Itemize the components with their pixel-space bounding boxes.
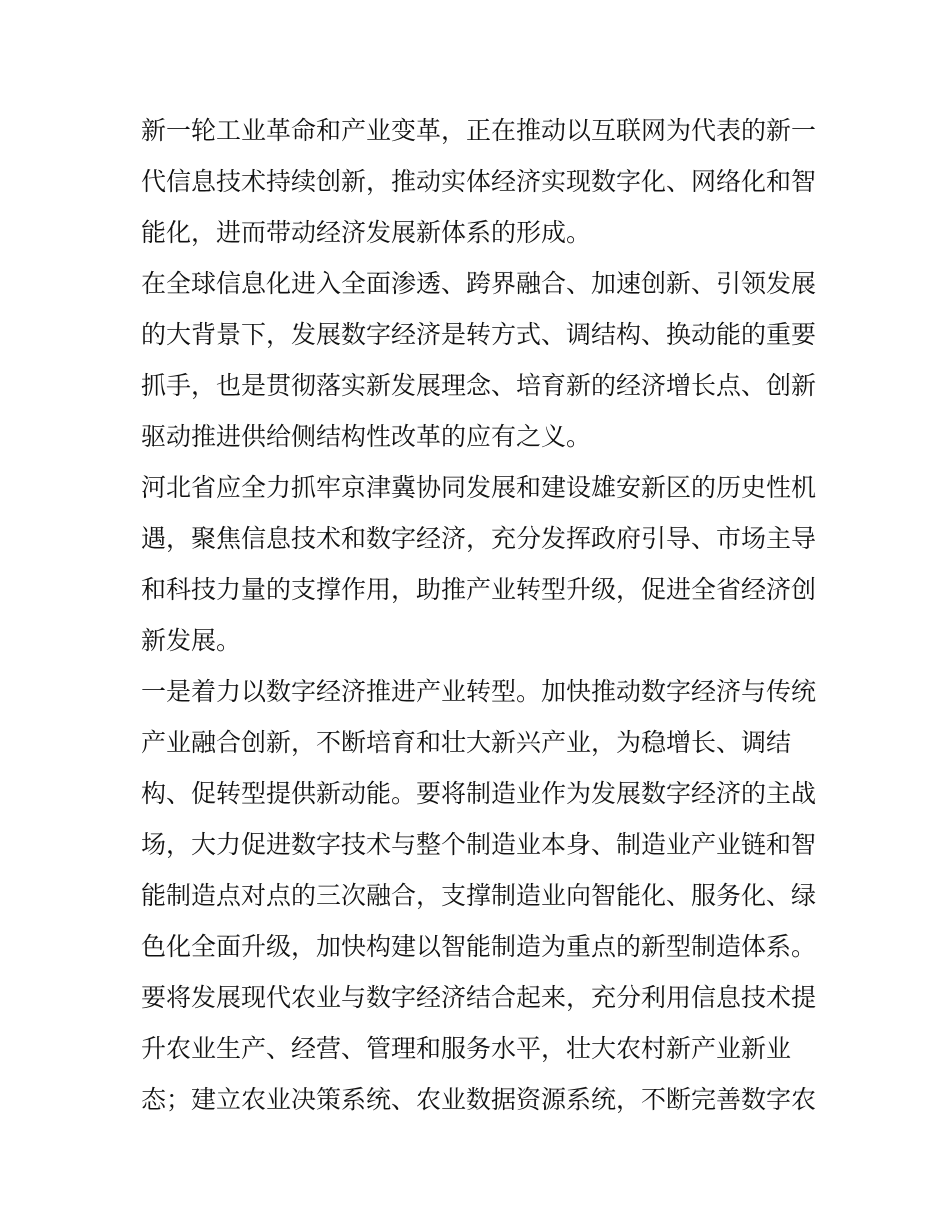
text-line: 构、促转型提供新动能。要将制造业作为发展数字经济的主战 — [141, 779, 817, 808]
paragraph-industry-transformation — [141, 666, 821, 1125]
text-line: 色化全面升级，加快构建以智能制造为重点的新型制造体系。 — [141, 932, 817, 961]
text-line: 能化，进而带动经济发展新体系的形成。 — [141, 218, 592, 247]
text-line: 遇，聚焦信息技术和数字经济，充分发挥政府引导、市场主导 — [141, 524, 817, 553]
text-line: 河北省应全力抓牢京津冀协同发展和建设雄安新区的历史性机 — [141, 473, 817, 502]
text-line: 产业融合创新，不断培育和壮大新兴产业，为稳增长、调结 — [141, 728, 792, 757]
text-line: 的大背景下，发展数字经济是转方式、调结构、换动能的重要 — [141, 320, 817, 349]
text-line: 要将发展现代农业与数字经济结合起来，充分利用信息技术提 — [141, 983, 817, 1012]
text-line: 一是着力以数字经济推进产业转型。加快推动数字经济与传统 — [141, 677, 817, 706]
text-line: 新发展。 — [141, 626, 242, 655]
text-line: 抓手，也是贯彻落实新发展理念、培育新的经济增长点、创新 — [141, 371, 817, 400]
paragraph-industrial-revolution — [141, 105, 821, 258]
text-line: 升农业生产、经营、管理和服务水平，壮大农村新产业新业 — [141, 1034, 792, 1063]
text-line: 场，大力促进数字技术与整个制造业本身、制造业产业链和智 — [141, 830, 817, 859]
text-line: 代信息技术持续创新，推动实体经济实现数字化、网络化和智 — [141, 167, 817, 196]
paragraph-hebei-opportunity — [141, 462, 821, 666]
text-line: 和科技力量的支撑作用，助推产业转型升级，促进全省经济创 — [141, 575, 817, 604]
text-line: 驱动推进供给侧结构性改革的应有之义。 — [141, 422, 592, 451]
text-line: 能制造点对点的三次融合，支撑制造业向智能化、服务化、绿 — [141, 881, 817, 910]
document-body — [141, 105, 821, 1125]
paragraph-global-informatization — [141, 258, 821, 462]
text-line: 在全球信息化进入全面渗透、跨界融合、加速创新、引领发展 — [141, 269, 817, 298]
text-line: 新一轮工业革命和产业变革，正在推动以互联网为代表的新一 — [141, 116, 817, 145]
text-line: 态；建立农业决策系统、农业数据资源系统，不断完善数字农 — [141, 1085, 817, 1114]
